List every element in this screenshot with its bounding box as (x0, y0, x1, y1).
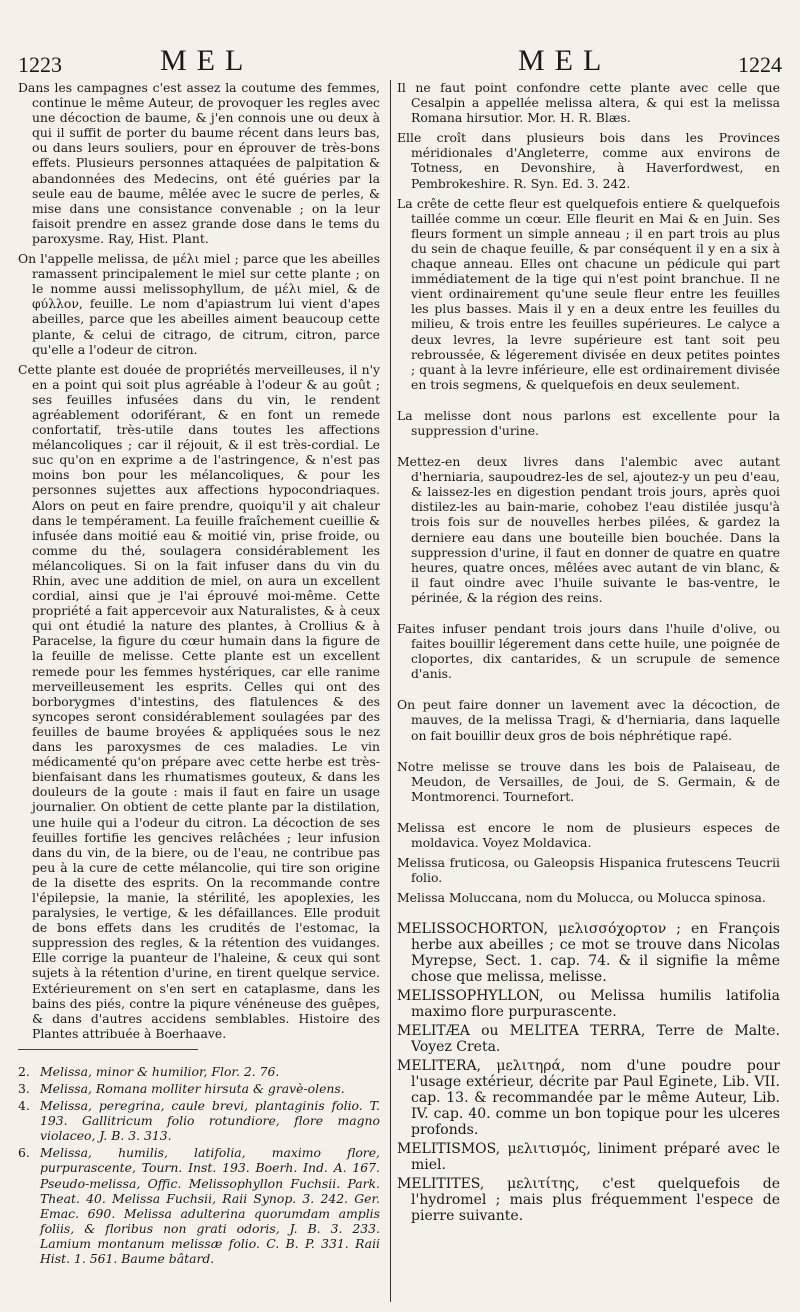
synonym-list (18, 1064, 380, 1266)
dictionary-entry: MELITÆA ou MELITEA TERRA, Terre de Malte. Voyez Creta. (397, 1023, 780, 1056)
dictionary-entry: MELISSOPHYLLON, ou Melissa humilis latifolia maximo flore purpurascente. (397, 988, 780, 1021)
paragraph: On l'appelle melissa, de μέλι miel ; parce que les abeilles ramassent principalement le miel sur cette plante ; on le nomme aussi melissophyllum, de μέλι miel, & de φύλλον, feuille. Le nom d'apiastrum lui vient d'apes abeilles, parce que les abeilles aiment beaucoup cette plante, & celui de citrago, de citrum, citron, parce qu'elle a l'odeur de citron. (18, 251, 380, 357)
paragraph: Melissa fruticosa, ou Galeopsis Hispanica frutescens Teucrii folio. (397, 855, 780, 886)
page-header (0, 44, 800, 84)
synonym-item (18, 1081, 380, 1096)
paragraph: Notre melisse se trouve dans les bois de Palaiseau, de Meudon, de Versailles, de Joui, de S. Germain, & de Montmorenci. Tournefort. (397, 758, 780, 804)
dictionary-entry: MELITISMOS, μελιτισμός, liniment préparé avec le miel. (397, 1141, 780, 1174)
synonym-text: Melissa, peregrina, caule brevi, plantaginis folio. T. 193. Gallitricum folio rotundiore, flore magno violaceo, J. B. 3. 313. (40, 1098, 380, 1144)
paragraph: Mettez-en deux livres dans l'alembic avec autant d'herniaria, saupoudrez-les de sel, ajoutez-y un peu d'eau, & laissez-les en digestion pendant trois jours, après quoi distilez-les au bain-marie, cohobez l'eau distilée jusqu'à trois fois sur de nouvelles herbes pilées, & gardez la derniere eau dans une bouteille bien bouchée. Dans la suppression d'urine, il faut en donner de quatre en quatre heures, quatre onces, mêlées avec autant de vin blanc, & il faut oindre avec l'huile suivante le bas-ventre, le périnée, & la région des reins. (397, 454, 780, 605)
synonym-number: 3. (18, 1081, 30, 1096)
paragraph: Faites infuser pendant trois jours dans l'huile d'olive, ou faites bouillir légerement dans cette huile, une poignée de cloportes, dix cantarides, & un scrupule de semence d'anis. (397, 621, 780, 682)
paragraph: On peut faire donner un lavement avec la décoction, de mauves, de la melissa Tragi, & d'herniaria, dans laquelle on fait bouillir deux gros de bois néphrétique rapé. (397, 697, 780, 743)
synonym-text: Melissa, humilis, latifolia, maximo flore, purpurascente, Tourn. Inst. 193. Boerh. Ind. A. 167. Pseudo-melissa, Offic. Melissophyllon Fuchsii. Park. Theat. 40. Melissa Fuchsii, Raii Synop. 3. 242. Ger. Emac. 690. Melissa adulterina quorumdam amplis foliis, & floribus non grati odoris, J. B. 3. 233. Lamium montanum melissæ folio. C. B. P. 331. Raii Hist. 1. 561. Baume bâtard. (40, 1145, 380, 1267)
paragraph: Cette plante est douée de propriétés merveilleuses, il n'y en a point qui soit plus agréable à l'odeur & au goût ; ses feuilles infusées dans du vin, le rendent agréablement odoriférant, & en font un remede confortatif, très-utile dans toutes les affections mélancoliques ; car il réjouit, & il est très-cordial. Le suc qu'on en exprime a de l'astringence, & n'est pas moins bon pour les mélancoliques, & pour les personnes sujettes aux affections hypocondriaques. Alors on peut en faire prendre, quoiqu'il y ait chaleur dans le tempérament. La feuille fraîchement cueillie & infusée dans moitié eau & moitié vin, prise froide, ou comme du thé, soulagera considérablement les mélancoliques. Si on la fait infuser dans du vin du Rhin, avec une addition de miel, on aura un excellent cordial, ainsi que je l'ai éprouvé moi-même. Cette propriété a fait appercevoir aux Naturalistes, & à ceux qui ont étudié la nature des plantes, à Crollius & à Paracelse, la figure du cœur humain dans la figure de la feuille de melisse. Cette plante est un excellent remede pour les femmes hystériques, car elle ranime merveilleusement les esprits. Celles qui ont des borborygmes d'intestins, des flatulences & des syncopes seront considérablement soulagées par des feuilles de baume broyées & appliquées sous le nez dans les paroxysmes de ces maladies. Le vin médicamenté qu'on prépare avec cette herbe est très-bienfaisant dans les rhumatismes gouteux, & dans les douleurs de la goute : mais il faut en faire un usage journalier. On obtient de cette plante par la distilation, une huile qui a l'odeur du citron. La décoction de ses feuilles fortifie les gencives relâchées ; leur infusion dans du vin, de la biere, ou de l'eau, ne contribue pas peu à la cure de cette mélancolie, qui tire son origine de la disette des esprits. On la recommande contre l'épilepsie, la manie, la stérilité, les apoplexies, les paralysies, le vertige, & les défaillances. Elle produit de bons effets dans les crudités de l'estomac, la suppression des regles, & la rétention des vuidanges. Elle corrige la puanteur de l'haleine, & ceux qui sont sujets à la rétention d'urine, en tirent quelque service. Extérieurement on s'en sert en cataplasme, dans les bains des piés, contre la piqure vénéneuse des guêpes, & dans d'autres accidens semblables. Histoire des Plantes attribuée à Boerhaave. (18, 361, 380, 1041)
synonym-item (18, 1098, 380, 1143)
synonym-item (18, 1064, 380, 1079)
synonym-number: 2. (18, 1063, 30, 1079)
dictionary-entry: MELISSOCHORTON, μελισσόχορτον ; en François herbe aux abeilles ; ce mot se trouve dans Nicolas Myrepse, Sect. 1. cap. 74. & il signifie la même chose que melissa, melisse. (397, 921, 780, 986)
synonym-number: 4. (18, 1098, 30, 1114)
right-running-head: MEL (518, 44, 612, 77)
paragraph: Melissa Moluccana, nom du Molucca, ou Molucca spinosa. (397, 890, 766, 906)
paragraph: La melisse dont nous parlons est excellente pour la suppression d'urine. (397, 407, 780, 438)
right-page-number: 1224 (738, 52, 782, 77)
paragraph: Dans les campagnes c'est assez la coutume des femmes, continue le même Auteur, de provoquer les regles avec une décoction de baume, & j'en connois une ou deux à qui il suffit de porter du baume récent dans leurs bas, ou dans leurs souliers, pour en éprouver de très-bons effets. Plusieurs personnes attaquées de palpitation & abandonnées des Medecins, ont été guéries par la seule eau de baume, mêlée avec le sucre de perles, & mise dans une consistance convenable ; on la leur faisoit prendre en assez grande dose dans le tems du paroxysme. Ray, Hist. Plant. (18, 80, 380, 246)
dictionary-entry: MELITITES, μελιτίτης, c'est quelquefois de l'hydromel ; mais plus fréquemment l'espece de pierre suivante. (397, 1176, 780, 1225)
dictionary-entry: MELITERA, μελιτηρά, nom d'une poudre pour l'usage extérieur, décrite par Paul Eginete, Lib. VII. cap. 13. & recommandée par le même Auteur, Lib. IV. cap. 40. comme un bon topique pour les ulceres profonds. (397, 1058, 780, 1139)
synonym-text: Melissa, Romana molliter hirsuta & gravè-olens. (40, 1081, 345, 1096)
synonym-text: Melissa, minor & humilior, Flor. 2. 76. (40, 1063, 280, 1079)
left-running-head: MEL (160, 44, 254, 77)
paragraph: Elle croît dans plusieurs bois dans les Provinces méridionales d'Angleterre, comme aux environs de Totness, en Devonshire, à Haverfordwest, en Pembrokeshire. R. Syn. Ed. 3. 242. (397, 130, 780, 191)
synonym-number: 6. (18, 1145, 30, 1161)
right-column (397, 80, 780, 1302)
section-rule (18, 1049, 198, 1050)
paragraph: Il ne faut point confondre cette plante avec celle que Cesalpin a appellée melissa altera, & qui est la melissa Romana hirsutior. Mor. H. R. Blæs. (397, 80, 780, 126)
left-column (18, 80, 380, 1302)
synonym-item (18, 1145, 380, 1266)
column-divider (390, 80, 391, 1302)
paragraph: Melissa est encore le nom de plusieurs especes de moldavica. Voyez Moldavica. (397, 819, 780, 851)
paragraph: La crête de cette fleur est quelquefois entiere & quelquefois taillée comme un cœur. Elle fleurit en Mai & en Juin. Ses fleurs forment un simple anneau ; il en part trois au plus du sein de chaque feuille, & par conséquent il y en a six à chaque anneau. Elles ont chacune un pédicule qui part immédiatement de la tige qui n'est point branchue. Il ne vient ordinairement qu'une seule fleur entre les feuilles les plus basses. Mais il y en a deux entre les feuilles du milieu, & trois entre les feuilles supérieures. Le calyce a deux levres, la levre supérieure est tant soit peu rebroussée, & légerement divisée en deux petites pointes ; quant à la levre inférieure, elle est ordinairement divisée en trois segmens, & quelquefois en deux seulement. (397, 195, 780, 392)
left-page-number: 1223 (18, 52, 62, 77)
